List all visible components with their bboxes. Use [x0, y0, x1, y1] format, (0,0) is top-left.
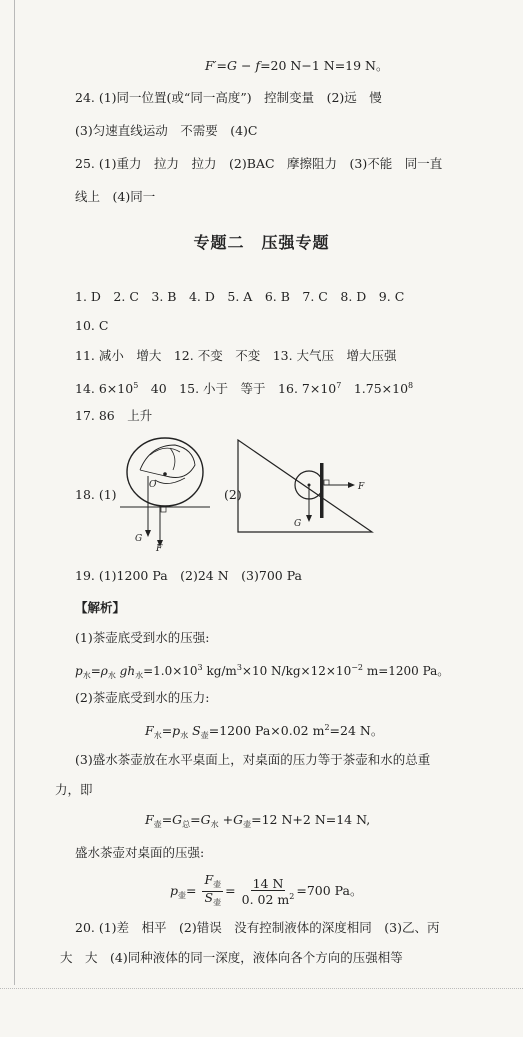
q24-line2: (3)匀速直线运动 不需要 (4)C: [75, 123, 258, 138]
f3-G3: G: [233, 812, 244, 827]
f3-sub-h: 壶: [243, 820, 252, 829]
f3-G: G: [172, 812, 183, 827]
f3-eq2: =: [190, 812, 201, 827]
f1-rest4: m=1200 Pa。: [363, 664, 450, 678]
f4-den-exp: 2: [289, 891, 295, 901]
f3-G2: G: [200, 812, 211, 827]
analysis-heading: 【解析】: [75, 600, 126, 615]
f2-sub3: 壶: [200, 731, 209, 740]
q19-answers: 19. (1)1200 Pa (2)24 N (3)700 Pa: [75, 568, 303, 583]
formula-2: [145, 720, 383, 744]
f4-sub3: 壶: [213, 898, 222, 907]
answer-17: 17. 86 上升: [75, 408, 153, 423]
f2-rest2: =24 N。: [329, 723, 384, 738]
f2-S: S: [192, 723, 201, 738]
formula-4: [170, 874, 362, 910]
f4-eq: =: [186, 883, 197, 898]
f4-eq2: =: [225, 883, 236, 898]
f4-sub2: 壶: [213, 880, 222, 889]
label-F-2: F: [358, 482, 365, 492]
f1-sub2: 水: [107, 671, 116, 680]
f1-p: p: [75, 664, 83, 678]
f4-rest: =700 Pa。: [296, 883, 363, 898]
ans14-text: 14. 6×10: [75, 381, 134, 396]
step-3-line2: 力，即: [55, 782, 93, 797]
q18-label: 18. (1): [75, 487, 117, 502]
formula-3: [145, 812, 370, 833]
footer-divider: [0, 988, 523, 989]
f3-eq: =: [161, 812, 173, 827]
answers-11-13: 11. 减小 增大 12. 不变 不变 13. 大气压 增大压强: [75, 348, 397, 363]
q18-label-2: (2): [224, 487, 242, 502]
f3-sub-w: 水: [210, 820, 219, 829]
f1-h: h: [127, 664, 136, 678]
f2-F: F: [145, 723, 154, 738]
formula-g: G: [227, 58, 237, 73]
ans16-b-exp: 8: [408, 381, 414, 390]
f2-sub2: 水: [180, 731, 189, 740]
f4-frac-symbolic: [202, 874, 223, 909]
ans16-exp: 7: [336, 381, 342, 390]
step-2: (2)茶壶底受到水的压力:: [75, 690, 210, 705]
figure-1-ball: [120, 438, 210, 547]
figure-2-incline: [238, 440, 372, 532]
formula-rest: =20 N−1 N=19 N。: [260, 58, 389, 73]
q25-line1: 25. (1)重力 拉力 拉力 (2)BAC 摩擦阻力 (3)不能 同一直: [75, 156, 443, 171]
f1-g: g: [119, 664, 128, 678]
f2-e2: 2: [324, 723, 330, 732]
f3-plus: +: [222, 812, 234, 827]
f3-rest: =12 N+2 N=14 N,: [251, 812, 371, 827]
label-F-1: F: [156, 544, 163, 554]
answers-1-9: 1. D 2. C 3. B 4. D 5. A 6. B 7. C 8. D 9. C: [75, 289, 405, 304]
f1-eq: =: [90, 664, 101, 678]
formula-1: [75, 660, 449, 684]
label-G-1: G: [135, 534, 143, 544]
f1-rest3: ×10 N/kg×12×10: [241, 664, 352, 678]
label-G-2: G: [294, 519, 302, 529]
formula-f: f: [255, 58, 261, 73]
f1-rho: ρ: [100, 664, 108, 678]
formula-minus: −: [237, 58, 256, 73]
f1-e3: 3: [197, 663, 203, 672]
q20-line1: 20. (1)差 相平 (2)错误 没有控制液体的深度相同 (3)乙、丙: [75, 920, 440, 935]
formula-f-prime: F′: [205, 58, 217, 73]
f2-p: p: [172, 723, 181, 738]
step-3-line1: (3)盛水茶壶放在水平桌面上，对桌面的压力等于茶壶和水的总重: [75, 752, 431, 767]
f2-rest1: =1200 Pa×0.02 m: [208, 723, 325, 738]
f4-S: S: [204, 890, 214, 905]
ans16-b-text: 1.75×10: [341, 381, 409, 396]
f1-sub3: 水: [135, 671, 144, 680]
f1-sub: 水: [82, 671, 91, 680]
f4-den: 0. 02 m: [241, 891, 290, 907]
f4-sub: 壶: [178, 891, 187, 900]
f2-eq: =: [161, 723, 173, 738]
section-title: 专题二 压强专题: [193, 233, 330, 252]
f4-frac-numeric: [241, 875, 295, 907]
f1-e3b: 3: [236, 663, 242, 672]
f1-em2: −2: [351, 663, 364, 672]
f4-F: F: [204, 872, 214, 887]
q24-line1: 24. (1)同一位置(或“同一高度”) 控制变量 (2)远 慢: [75, 90, 382, 105]
f3-sub: 壶: [153, 820, 162, 829]
formula-eq: =: [216, 58, 227, 73]
step-4: 盛水茶壶对桌面的压强:: [75, 845, 205, 860]
label-O: O: [149, 480, 157, 490]
f4-num: 14 N: [252, 875, 284, 891]
f4-p: p: [170, 883, 179, 898]
f3-sub-z: 总: [182, 820, 191, 829]
q20-line2: 大 大 (4)同种液体的同一深度，液体向各个方向的压强相等: [60, 950, 403, 965]
answer-10: 10. C: [75, 318, 109, 333]
ans14-exp: 5: [133, 381, 139, 390]
ans15-16-text: 40 15. 小于 等于 16. 7×10: [138, 381, 337, 396]
f2-sub: 水: [153, 731, 162, 740]
q25-line2: 线上 (4)同一: [75, 189, 156, 204]
f1-rest2: kg/m: [202, 664, 237, 678]
step-1: (1)茶壶底受到水的压强:: [75, 630, 210, 645]
f1-rest1: =1.0×10: [143, 664, 198, 678]
f3-F: F: [145, 812, 154, 827]
